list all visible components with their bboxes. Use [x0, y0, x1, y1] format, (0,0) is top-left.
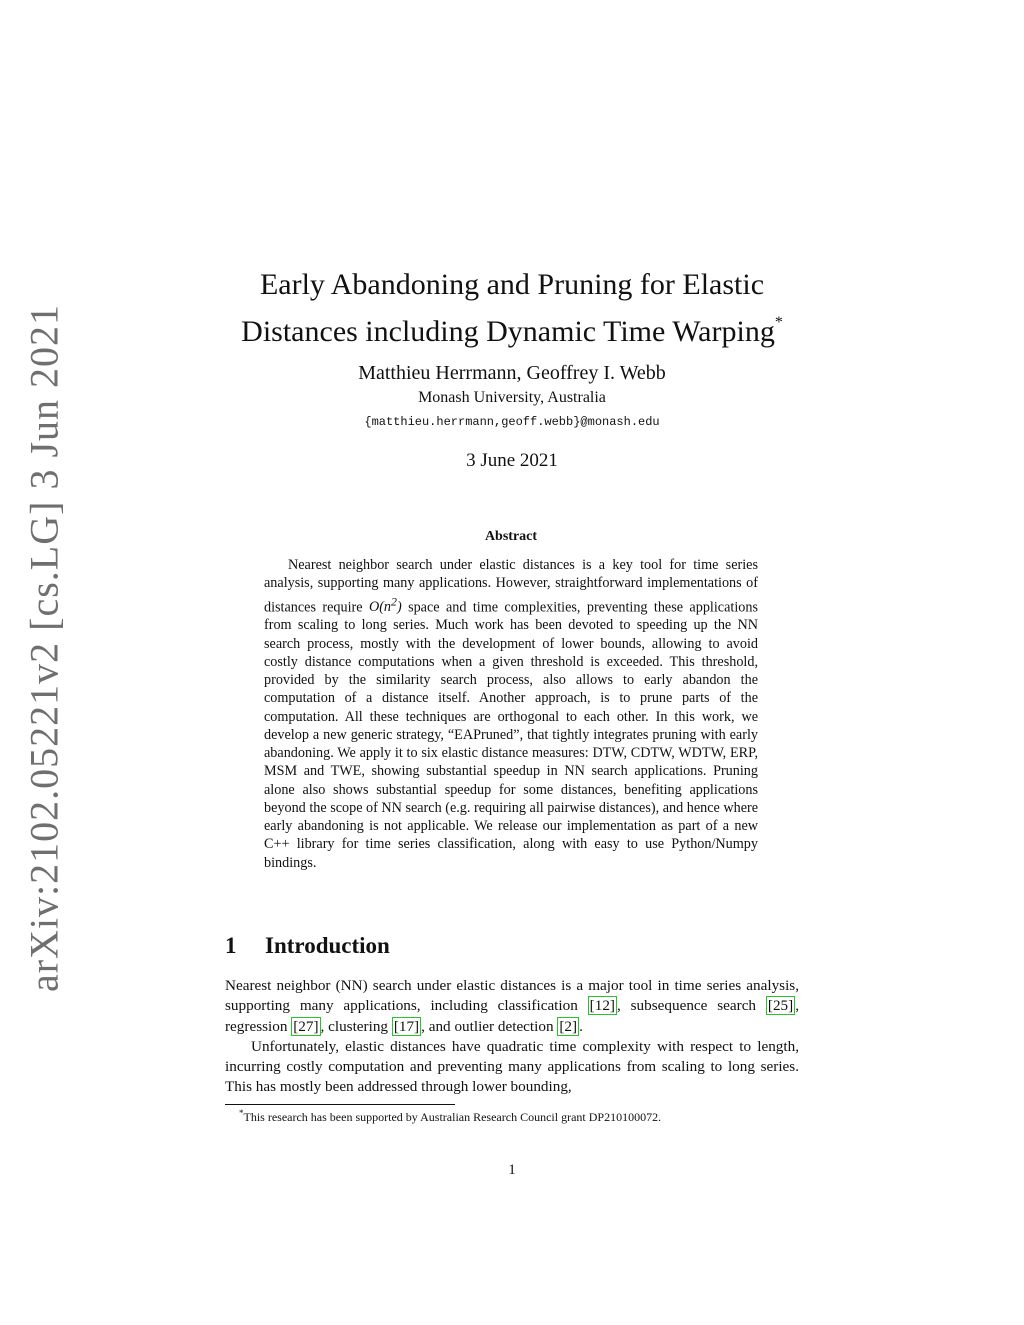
title-footnote-marker[interactable]: *: [774, 314, 783, 331]
affiliation: Monash University, Australia: [418, 389, 606, 406]
section-title: Introduction: [265, 933, 390, 958]
title-line-1: Early Abandoning and Pruning for Elastic: [259, 268, 765, 301]
footnote-marker: *: [239, 1108, 244, 1118]
abstract-text-a: Nearest neighbor search under elastic distances is a key tool for time series analysis, supporting many applications. However, straightforward implementations of distances require: [264, 557, 758, 616]
intro-paragraph-1: Nearest neighbor (NN) search under elastic distances is a major tool in time series analysis, supporting many applications, including classification [12] , subsequence search [25] , regression [27] , clustering [17] , and outlier detection [2] .: [225, 977, 799, 1035]
publication-date: 3 June 2021: [466, 450, 558, 471]
paper-title: [200, 266, 824, 351]
footnote-divider: [225, 1104, 455, 1105]
section-number: 1: [225, 933, 237, 958]
citation-link[interactable]: [17]: [393, 1017, 420, 1035]
section-heading: [225, 933, 390, 959]
footnote: [225, 1108, 839, 1125]
abstract-body: [264, 556, 758, 872]
citation-link[interactable]: [27]: [293, 1017, 319, 1035]
abstract-heading: Abstract: [484, 529, 538, 544]
complexity-math: $O(n^2)$: [368, 594, 402, 616]
title-line-2: Distances including Dynamic Time Warping: [241, 315, 775, 348]
abstract-text-b: space and time complexities, preventing these applications from scaling to long series. Much work has been devoted to speeding up the NN search process, mostly with the development of lower bounds, allowing to avoid costly distance computations when a given threshold is exceeded. This threshold, provided by the similarity search process, also allows to early abandon the computation of a distance itself. Another approach, is to prune parts of the computation. All these techniques are orthogonal to each other. In this work, we develop a new generic strategy, “EAPruned”, that tightly integrates pruning with early abandoning. We apply it to six elastic distance measures: DTW, CDTW, WDTW, ERP, MSM and TWE, showing substantial speedup in NN search applications. Pruning alone also shows substantial speedup for some distances, benefiting applications beyond the scope of NN search (e.g. requiring all pairwise distances), and hence where early abandoning is not applicable. We release our implementation as part of a new C++ library for time series classification, along with easy to use Python/Numpy bindings.: [264, 599, 759, 871]
author-emails: {matthieu.herrmann,geoff.webb}@monash.edu: [364, 415, 660, 429]
introduction-body: [225, 976, 799, 1098]
arxiv-identifier: arXiv:2102.05221v2 [cs.LG] 3 Jun 2021: [21, 303, 67, 993]
authors: Matthieu Herrmann, Geoffrey I. Webb: [358, 362, 666, 384]
citation-link[interactable]: [25]: [767, 997, 794, 1015]
page-number: 1: [508, 1162, 516, 1178]
citation-link[interactable]: [2]: [559, 1017, 578, 1035]
abstract-paragraph: [264, 556, 758, 872]
citation-link[interactable]: [12]: [589, 997, 615, 1015]
footnote-text: This research has been supported by Australian Research Council grant DP210100072.: [243, 1110, 662, 1124]
intro-paragraph-2: Unfortunately, elastic distances have quadratic time complexity with respect to length, incurring costly computation and preventing many applications from scaling to long series. This has mostly been addressed through lower bounding,: [225, 1037, 799, 1096]
